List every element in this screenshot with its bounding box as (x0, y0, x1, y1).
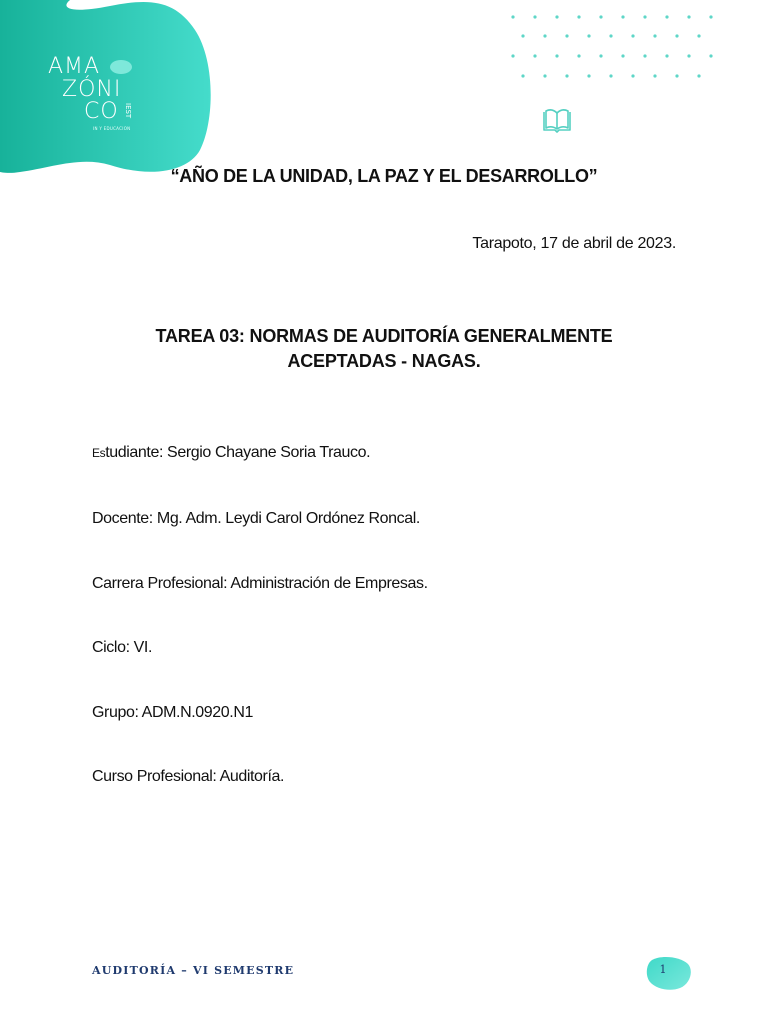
assignment-title (0, 324, 768, 374)
title-line-1: TAREA 03: NORMAS DE AUDITORÍA GENERALMENTE (155, 326, 613, 346)
footer-text: AUDITORÍA – VI SEMESTRE (92, 964, 295, 977)
group-line: Grupo: ADM.N.0920.N1 (92, 704, 253, 721)
course-line: Curso Profesional: Auditoría. (92, 768, 285, 785)
logo-text-line2: ZÓNI (62, 77, 122, 102)
logo-tagline: IN Y EDUCACION (93, 126, 131, 131)
dot-grid-decoration (505, 8, 725, 88)
title-line-2: ACEPTADAS - NAGAS. (287, 351, 481, 371)
cycle-line: Ciclo: VI. (92, 639, 153, 656)
page-number: 1 (659, 963, 667, 976)
book-icon (542, 108, 572, 134)
student-line (92, 444, 370, 462)
motto-heading: “AÑO DE LA UNIDAD, LA PAZ Y EL DESARROLLO” (170, 166, 598, 186)
student-text: tudiante: Sergio Chayane Soria Trauco. (105, 444, 371, 461)
teacher-line: Docente: Mg. Adm. Leydi Carol Ordónez Roncal. (92, 510, 420, 527)
logo-text-line1: AMA (48, 54, 101, 79)
document-date: Tarapoto, 17 de abril de 2023. (472, 235, 676, 252)
logo-text-line3: CO (84, 99, 119, 124)
student-prefix: Es (92, 446, 106, 460)
logo-iest: IEST (124, 103, 132, 119)
career-line: Carrera Profesional: Administración de Empresas. (92, 575, 428, 592)
